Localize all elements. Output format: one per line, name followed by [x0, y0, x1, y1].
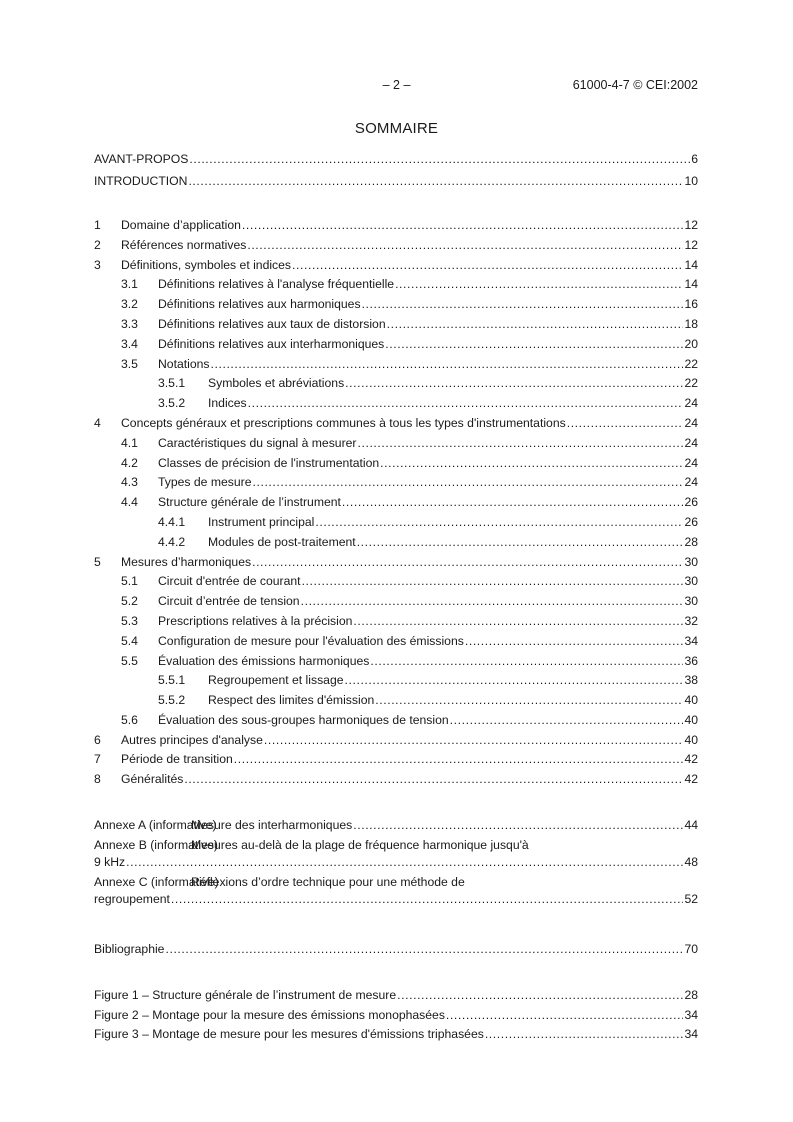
entry-title: Bibliographie [94, 942, 165, 957]
dot-leader [302, 572, 684, 592]
entry-title: Définitions relatives aux interharmoniques [158, 336, 385, 351]
page-ref: 34 [684, 633, 698, 648]
dot-leader [247, 236, 683, 256]
page-ref: 70 [684, 942, 698, 957]
entry-title: Structure générale de l’instrument [158, 495, 341, 510]
page-title: SOMMAIRE [354, 120, 439, 137]
section-number: 8 [94, 772, 101, 787]
dot-leader [292, 256, 683, 276]
entry-title: Figure 3 – Montage de mesure pour les mesures d'émissions triphasées [94, 1027, 484, 1042]
entry-title: Indices [208, 396, 247, 411]
dot-leader [301, 592, 684, 612]
document-reference: 61000-4-7 © CEI:2002 [572, 78, 698, 92]
toc-entry-section[interactable] [94, 652, 698, 672]
annex-title: Mesures au-delà de la plage de fréquence harmonique jusqu'à [191, 838, 529, 853]
dot-leader [165, 940, 683, 960]
toc-entry-section[interactable] [94, 691, 698, 711]
section-number: 2 [94, 237, 101, 252]
entry-title: Définitions relatives à l'analyse fréquentielle [158, 277, 395, 292]
section-number: 5 [94, 554, 101, 569]
toc-entry-section[interactable] [94, 374, 698, 394]
toc-entry-section[interactable] [94, 770, 698, 790]
section-number: 3.1 [121, 277, 138, 292]
toc-entry-figure[interactable] [94, 986, 698, 1006]
annex-line [94, 874, 698, 891]
dot-leader [385, 335, 683, 355]
entry-title: Instrument principal [208, 514, 315, 529]
page-ref: 20 [684, 336, 698, 351]
section-number: 4.2 [121, 455, 138, 470]
page-ref: 14 [684, 257, 698, 272]
section-number: 5.5.1 [158, 673, 186, 688]
page-ref: 12 [684, 217, 698, 232]
dot-leader [397, 986, 683, 1006]
section-number: 3.5.1 [158, 376, 186, 391]
entry-title: Regroupement et lissage [208, 673, 344, 688]
toc-entry-section[interactable] [94, 236, 698, 256]
page-ref: 26 [684, 514, 698, 529]
section-number: 7 [94, 752, 101, 767]
toc-entry-section[interactable] [94, 592, 698, 612]
toc-entry-section[interactable] [94, 553, 698, 573]
dot-leader [345, 374, 683, 394]
toc-entry-section[interactable] [94, 493, 698, 513]
toc-entry-section[interactable] [94, 434, 698, 454]
dot-leader [264, 731, 684, 751]
annex-line [94, 816, 698, 836]
page-ref: 28 [684, 534, 698, 549]
page-ref: 30 [684, 554, 698, 569]
dot-leader [485, 1025, 684, 1045]
entry-title: Évaluation des sous-groupes harmoniques de tension [158, 712, 449, 727]
section-number: 4.4.1 [158, 514, 186, 529]
toc-entry-section[interactable] [94, 731, 698, 751]
page-ref: 40 [684, 732, 698, 747]
dot-leader [189, 150, 690, 170]
page-number: – 2 – [382, 78, 411, 92]
dot-leader [380, 454, 683, 474]
dot-leader [465, 632, 684, 652]
entry-title: Définitions relatives aux harmoniques [158, 297, 361, 312]
dot-leader [450, 711, 684, 731]
entry-title: Configuration de mesure pour l'évaluation des émissions [158, 633, 464, 648]
section-number: 5.2 [121, 594, 138, 609]
page-ref: 26 [684, 495, 698, 510]
entry-title: Définitions, symboles et indices [121, 257, 292, 272]
page-ref: 52 [684, 892, 698, 907]
page-ref: 6 [691, 152, 698, 166]
entry-title: Modules de post-traitement [208, 534, 356, 549]
page-ref: 32 [684, 613, 698, 628]
dot-leader [211, 355, 684, 375]
section-number: 5.1 [121, 574, 138, 589]
page-ref: 10 [684, 173, 698, 188]
dot-leader [387, 315, 684, 335]
entry-title: Mesures d’harmoniques [121, 554, 252, 569]
page-ref: 22 [684, 376, 698, 391]
entry-title: Respect des limites d'émission [208, 693, 375, 708]
toc-entry-section[interactable] [94, 711, 698, 731]
annex-title-continued: regroupement [94, 892, 170, 907]
entry-title: Types de mesure [158, 475, 252, 490]
entry-title: AVANT-PROPOS [94, 152, 189, 166]
entry-title: Concepts généraux et prescriptions communes à tous les types d'instrumentations [121, 415, 566, 430]
toc-entry-section[interactable] [94, 632, 698, 652]
annex-line [94, 837, 698, 854]
entry-title: Figure 1 – Structure générale de l’instrument de mesure [94, 987, 397, 1002]
page-ref: 24 [684, 475, 698, 490]
section-number: 3.2 [121, 297, 138, 312]
toc-entry-annex[interactable] [94, 837, 698, 871]
entry-title: Caractéristiques du signal à mesurer [158, 435, 357, 450]
section-number: 5.4 [121, 633, 138, 648]
dot-leader [370, 652, 683, 672]
dot-leader [375, 691, 683, 711]
page-ref: 34 [684, 1027, 698, 1042]
page-ref: 28 [684, 987, 698, 1002]
page-ref: 48 [684, 855, 698, 870]
dot-leader [315, 513, 683, 533]
entry-title: INTRODUCTION [94, 173, 188, 188]
page-ref: 12 [684, 237, 698, 252]
toc-entry-section[interactable] [94, 394, 698, 414]
annex-title-continued: 9 kHz [94, 855, 126, 870]
toc-entry-section[interactable] [94, 612, 698, 632]
page-ref: 40 [684, 712, 698, 727]
page-ref: 24 [684, 435, 698, 450]
toc-entry-bibliography[interactable] [94, 940, 698, 960]
toc-entry-section[interactable] [94, 513, 698, 533]
entry-title: Autres principes d'analyse [121, 732, 263, 747]
page-ref: 24 [684, 455, 698, 470]
page-ref: 24 [684, 415, 698, 430]
entry-title: Définitions relatives aux taux de distorsion [158, 316, 386, 331]
annex-title: Réflexions d’ordre technique pour une méthode de [191, 875, 465, 890]
entry-title: Prescriptions relatives à la précision [158, 613, 353, 628]
dot-leader [345, 671, 684, 691]
section-number: 4.4 [121, 495, 138, 510]
entry-title: Symboles et abréviations [208, 376, 345, 391]
entry-title: Période de transition [121, 752, 233, 767]
toc-entry-section[interactable] [94, 750, 698, 770]
toc-entry-section[interactable] [94, 355, 698, 375]
toc-entry-section[interactable] [94, 275, 698, 295]
entry-title: Évaluation des émissions harmoniques [158, 653, 370, 668]
dot-leader [242, 216, 684, 236]
dot-leader [171, 891, 684, 908]
page-ref: 18 [684, 316, 698, 331]
toc-entry-section[interactable] [94, 454, 698, 474]
annex-line [94, 854, 698, 871]
toc-entry-section[interactable] [94, 315, 698, 335]
dot-leader [342, 493, 684, 513]
dot-leader [357, 533, 684, 553]
page-ref: 30 [684, 574, 698, 589]
section-number: 4.1 [121, 435, 138, 450]
toc-entry-annex[interactable] [94, 816, 698, 836]
section-number: 5.3 [121, 613, 138, 628]
section-number: 1 [94, 217, 101, 232]
page-ref: 24 [684, 396, 698, 411]
dot-leader [353, 816, 683, 836]
page-ref: 42 [684, 772, 698, 787]
toc-entry-figure[interactable] [94, 1006, 698, 1026]
page-ref: 44 [684, 818, 698, 833]
section-number: 4 [94, 415, 101, 430]
toc-entry-section[interactable] [94, 572, 698, 592]
page-ref: 16 [684, 297, 698, 312]
dot-leader [234, 750, 684, 770]
dot-leader [126, 854, 683, 871]
section-number: 4.4.2 [158, 534, 186, 549]
page-ref: 14 [684, 277, 698, 292]
toc-entry-section[interactable] [94, 671, 698, 691]
entry-title: Domaine d’application [121, 217, 241, 232]
section-number: 5.5 [121, 653, 138, 668]
toc-entry-section[interactable] [94, 533, 698, 553]
section-number: 3.4 [121, 336, 138, 351]
table-of-contents [94, 150, 698, 1045]
dot-leader [252, 553, 683, 573]
annex-line [94, 891, 698, 908]
toc-entry-section[interactable] [94, 216, 698, 236]
entry-title: Figure 2 – Montage pour la mesure des émissions monophasées [94, 1007, 445, 1022]
toc-entry-section[interactable] [94, 414, 698, 434]
dot-leader [252, 473, 683, 493]
dot-leader [357, 434, 683, 454]
section-number: 3 [94, 257, 101, 272]
page-ref: 36 [684, 653, 698, 668]
section-number: 3.3 [121, 316, 138, 331]
dot-leader [184, 770, 683, 790]
annex-label: Annexe A (informative) [94, 818, 217, 833]
section-number: 3.5.2 [158, 396, 186, 411]
section-number: 6 [94, 732, 101, 747]
toc-entry-front[interactable] [94, 172, 698, 192]
page-ref: 40 [684, 693, 698, 708]
dot-leader [567, 414, 684, 434]
toc-entry-front[interactable] [94, 150, 698, 170]
dot-leader [188, 172, 683, 192]
dot-leader [446, 1006, 684, 1026]
entry-title: Notations [158, 356, 210, 371]
toc-entry-section[interactable] [94, 473, 698, 493]
entry-title: Généralités [121, 772, 184, 787]
toc-entry-section[interactable] [94, 335, 698, 355]
page-ref: 42 [684, 752, 698, 767]
entry-title: Références normatives [121, 237, 247, 252]
dot-leader [395, 275, 683, 295]
dot-leader [353, 612, 683, 632]
section-number: 4.3 [121, 475, 138, 490]
toc-entry-section[interactable] [94, 295, 698, 315]
section-number: 5.6 [121, 712, 138, 727]
page-ref: 30 [684, 594, 698, 609]
dot-leader [362, 295, 684, 315]
dot-leader [248, 394, 684, 414]
section-number: 3.5 [121, 356, 138, 371]
page-ref: 22 [684, 356, 698, 371]
annex-label: Annexe B (informative) [94, 838, 218, 853]
section-number: 5.5.2 [158, 693, 186, 708]
toc-entry-section[interactable] [94, 256, 698, 276]
entry-title: Circuit d’entrée de tension [158, 594, 300, 609]
toc-entry-figure[interactable] [94, 1025, 698, 1045]
toc-entry-annex[interactable] [94, 874, 698, 908]
annex-label: Annexe C (informative) [94, 875, 219, 890]
entry-title: Classes de précision de l'instrumentation [158, 455, 380, 470]
page-ref: 38 [684, 673, 698, 688]
entry-title: Circuit d'entrée de courant [158, 574, 301, 589]
annex-title: Mesure des interharmoniques [191, 818, 353, 833]
page-ref: 34 [684, 1007, 698, 1022]
